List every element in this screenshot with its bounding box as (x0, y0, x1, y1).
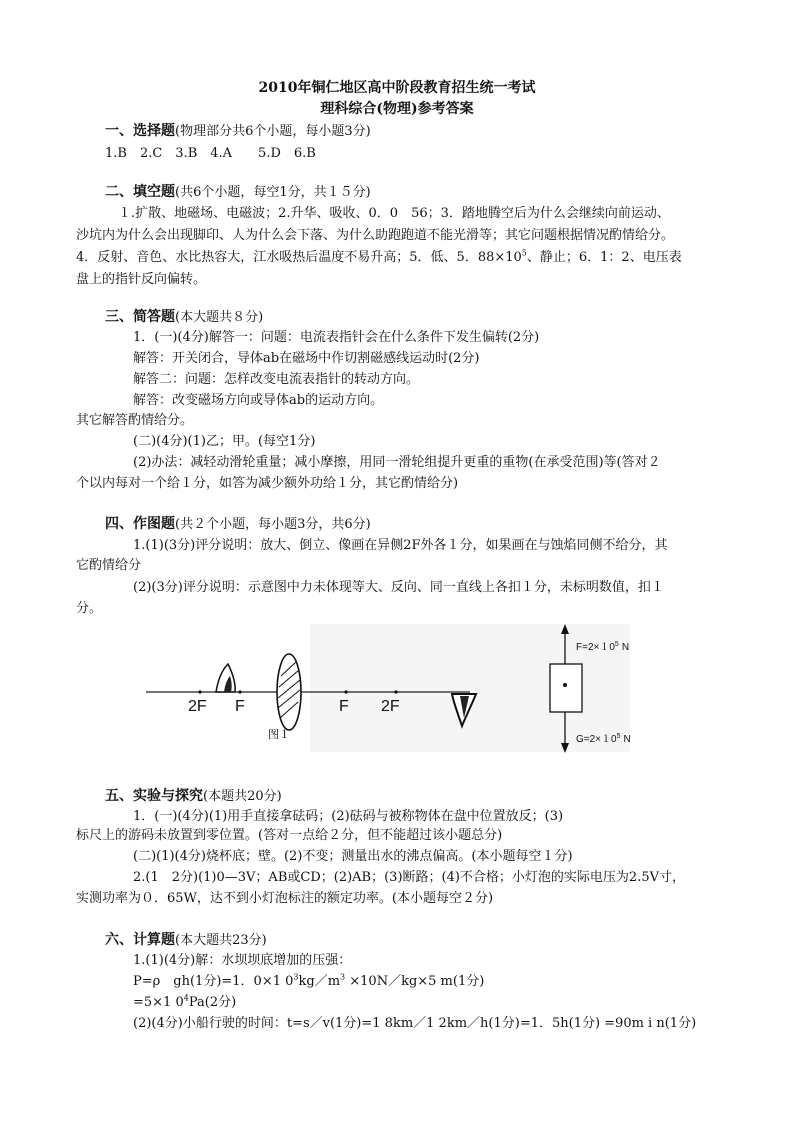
focal-point (198, 690, 201, 693)
section-5-header (105, 786, 282, 807)
paragraph-line: 1.(1)(4分)解：水坝坝底增加的压强： (133, 953, 352, 968)
focal-point (238, 690, 241, 693)
section-note: (本大题共23分) (175, 933, 267, 948)
formula-line (133, 993, 236, 1013)
focal-point (344, 690, 347, 693)
paragraph-line: (二)(1)(4分)烧杯底；壁。(2)不变；测量出水的沸点偏高。(本小题每空１分) (133, 849, 573, 864)
superscript: 5 (521, 248, 527, 258)
paragraph-line: 沙坑内为什么会出现脚印、人为什么会下落、为什么助跑跑道不能光滑等；其它问题根据情况酌情给分。 (76, 228, 675, 243)
formula-line (133, 972, 484, 992)
mc-answers: 1.B 2.C 3.B 4.A 5.D 6.B (105, 146, 316, 161)
paragraph-line: 2.(1 2分)(1)0—3V；AB或CD；(2)AB；(3)断路；(4)不合格；小灯泡的实际电压为2.5V寸， (133, 870, 685, 885)
section-6-header (105, 930, 267, 951)
text-run: Pa(2分) (188, 995, 237, 1010)
paragraph-line: (2)(4分)小船行驶的时间：t=s／v(1分)=1 8km／1 2km／h(1分)=1．5h(1分) =90m i n(1分) (133, 1016, 697, 1031)
paragraph-line: 1．(一)(4分)解答一：问题：电流表指针会在什么条件下发生偏转(2分) (133, 330, 540, 345)
paragraph-line: (2)办法：减轻动滑轮重量；减小摩擦，用同一滑轮组提升更重的重物(在承受范围)等(答对２ (133, 455, 661, 470)
section-heading: 四、作图题 (105, 516, 175, 532)
paragraph-line: 标尺上的游码未放置到零位置。(答对一点给２分，但不能超过该小题总分) (76, 828, 503, 843)
section-2-header (105, 182, 371, 203)
title-line-1: 2010年铜仁地区高中阶段教育招生统一考试 (258, 80, 536, 96)
paragraph-line (76, 248, 682, 268)
section-4-header (105, 514, 371, 535)
text-run: 4．反射、音色、水比热容大，江水吸热后温度不易升高；5．低、5．88×10 (76, 250, 522, 265)
force-label-F: $F=2\times 10^5$ N (576, 641, 630, 653)
object-block (550, 664, 582, 712)
section-heading: 六、计算题 (105, 932, 175, 948)
paragraph-line: 分。 (76, 601, 103, 616)
focal-point (394, 690, 397, 693)
paragraph-line: 其它解答酌情给分。 (76, 413, 194, 428)
label-F: F (235, 698, 245, 715)
paragraph-line: 1.(1)(3分)评分说明：放大、倒立、像画在异侧2F外各１分，如果画在与蚀焰同侧不给分，其 (133, 538, 668, 553)
paragraph-line: 1．(一)(4分)(1)用手直接拿砝码；(2)砝码与被称物体在盘中位置放反；(3) (133, 809, 564, 824)
paragraph-line: 解答：改变磁场方向或导体ab的运动方向。 (133, 393, 384, 408)
superscript: 4 (183, 993, 189, 1003)
section-note: (本大题共８分) (175, 310, 264, 325)
paragraph-line: 它酌情给分 (76, 558, 142, 573)
title-line-2: 理科综合(物理)参考答案 (320, 101, 474, 117)
section-heading: 五、实验与探究 (105, 788, 203, 804)
paragraph-line: １.扩散、地磁场、电磁波；2.升华、吸收、0．0 56；3．踏地腾空后为什么会继续向前运动、 (118, 206, 670, 221)
paragraph-line: 实测功率为０．65W，达不到小灯泡标注的额定功率。(本小题每空２分) (76, 891, 494, 906)
section-3-header (105, 307, 263, 328)
paragraph-line: 解答：开关闭合，导体ab在磁场中作切割磁感线运动时(2分) (133, 351, 480, 366)
section-heading: 三、简答题 (105, 309, 175, 325)
section-note: (本题共20分) (203, 789, 282, 804)
paragraph-line: 解答二：问题：怎样改变电流表指针的转动方向。 (133, 372, 420, 387)
superscript: 3 (293, 972, 299, 982)
paragraph-line: (2)(3分)评分说明：示意图中力未体现等大、反向、同一直线上各扣１分，未标明数值，扣１ (133, 580, 664, 595)
center-point (563, 683, 567, 687)
label-2F: 2F (381, 698, 400, 715)
text-run: ×10N／kg×5 m(1分) (345, 974, 485, 989)
figure-caption: 图１ (268, 729, 290, 741)
text-run: =5×1 0 (133, 995, 184, 1010)
section-note: (物理部分共6个小题，每小题3分) (175, 124, 371, 139)
text-run: P=ρ gh(1分)=1．0×1 0 (133, 974, 294, 989)
text-run: 、静止；6．1：2、电压表 (526, 250, 682, 265)
optics-force-figure (140, 622, 630, 754)
section-1-header (105, 121, 371, 142)
text-run: kg／m (298, 974, 341, 989)
section-note: (共２个小题，每小题3分，共6分) (175, 517, 371, 532)
paragraph-line: 盘上的指针反向偏转。 (76, 272, 207, 287)
section-heading: 一、选择题 (105, 123, 175, 139)
label-2F: 2F (188, 698, 207, 715)
force-label-G: $G=2\times 10^5$ N (576, 733, 631, 745)
paragraph-line: 个以内每对一个给１分，如答为减少额外功给１分，其它酌情给分) (76, 476, 459, 491)
superscript: 3 (340, 972, 346, 982)
label-F: F (339, 698, 349, 715)
paragraph-line: (二)(4分)(1)乙；甲。(每空1分) (133, 434, 316, 449)
section-note: (共6个小题，每空1分，共１５分) (175, 185, 371, 200)
section-heading: 二、填空题 (105, 184, 175, 200)
